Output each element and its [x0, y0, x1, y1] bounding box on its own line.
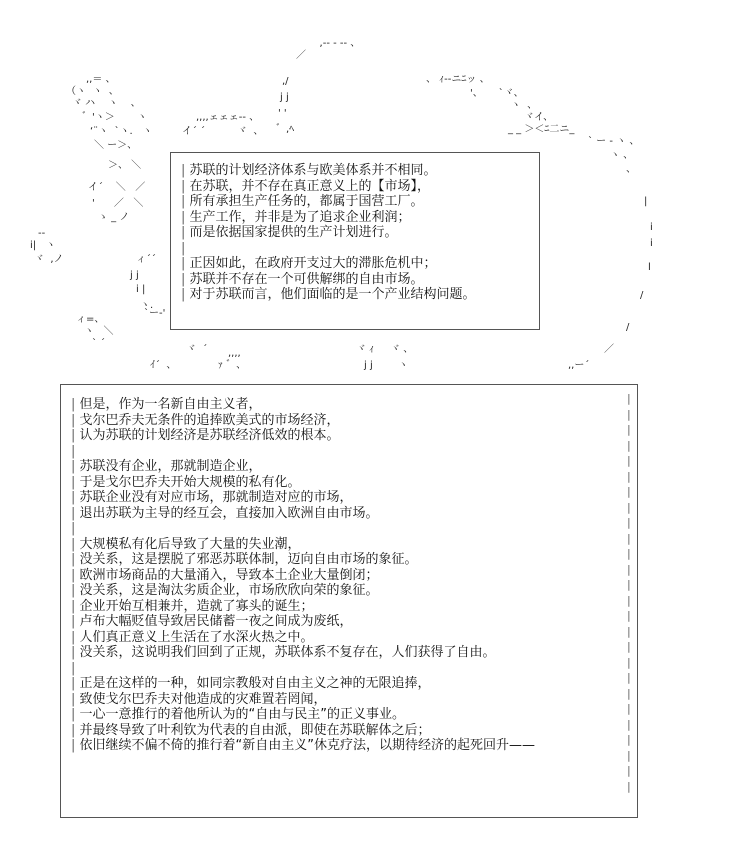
ascii-art-fragment: i | — [136, 284, 146, 295]
ascii-art-fragment: ` ー ‐ ヽ 、 — [588, 136, 640, 147]
ascii-art-fragment: （ヽ ヽ 、 — [66, 86, 119, 97]
ascii-art-fragment: ,,ー´ — [568, 360, 590, 371]
ascii-art-fragment: _ _ ＞＜ﾆ二ニ_ — [508, 124, 575, 135]
narration-line: | 企业开始互相兼并，造就了寡头的诞生； — [71, 599, 637, 615]
narration-line: | 人们真正意义上生活在了水深火热之中。 — [71, 630, 637, 646]
ascii-art-fragment: ,-‐ - -‐ 、 — [310, 38, 361, 49]
ascii-art-fragment: ゛'ヽ＞ ヽ — [82, 112, 147, 123]
narration-line: | 没关系，这是淘汰劣质企业，市场欣欣向荣的象征。 — [71, 583, 637, 599]
ascii-art-fragment: ヾ ｨ ヾ 、 — [356, 344, 414, 355]
ascii-art-fragment: '、 `ヾ、 — [470, 88, 524, 99]
narration-line-blank — [71, 444, 637, 460]
narration-line-blank — [71, 521, 637, 537]
ascii-art-fragment: ＼ ー＞、 — [94, 140, 138, 151]
ascii-art-fragment: ヾ ´ — [186, 344, 208, 355]
narration-line: | 所有承担生产任务的，都属于国营工厂。 — [181, 194, 539, 210]
narration-line: | 欧洲市场商品的大量涌入，导致本土企业大量倒闭； — [71, 568, 637, 584]
ascii-art-fragment: ィ=、 — [76, 314, 105, 325]
narration-panel-lower — [60, 384, 638, 818]
narration-line-blank — [71, 661, 637, 677]
narration-line: | 苏联没有企业，那就制造企业， — [71, 459, 637, 475]
ascii-art-fragment: i — [650, 238, 653, 249]
ascii-art-fragment: l — [648, 262, 651, 273]
narration-line: | 致使戈尔巴乔夫对他造成的灾难置若罔闻， — [71, 692, 637, 708]
ascii-art-fragment: ｧ ゛、 — [218, 360, 247, 371]
ascii-art-fragment: j j ヽ — [364, 360, 409, 371]
ascii-art-fragment: ィ´´ — [136, 254, 156, 265]
narration-line: | 但是，作为一名新自由主义者， — [71, 397, 637, 413]
ascii-art-fragment: ' ' — [278, 108, 287, 119]
ascii-art-fragment: ` ´ — [92, 338, 106, 349]
narration-line: | 退出苏联为主导的经互会，直接加入欧洲自由市场。 — [71, 506, 637, 522]
ascii-art-fragment: ヽ 、 — [498, 100, 538, 111]
narration-line: | 而是依据国家提供的生产计划进行。 — [181, 225, 539, 241]
narration-lines-upper — [181, 163, 539, 303]
narration-line: | 苏联企业没有对应市场，那就制造对应的市场， — [71, 490, 637, 506]
ascii-art-fragment: / — [640, 290, 644, 301]
narration-line: | 戈尔巴乔夫无条件的追捧欧美式的市场经济， — [71, 413, 637, 429]
ascii-art-fragment: i — [650, 222, 653, 233]
ascii-art-fragment: ヽ 、 — [610, 150, 634, 161]
narration-line: | 于是戈尔巴乔夫开始大规模的私有化。 — [71, 475, 637, 491]
narration-line-blank — [181, 241, 539, 257]
ascii-art-fragment: ,/ — [282, 76, 289, 87]
ascii-art-fragment: ／ — [296, 50, 306, 61]
ascii-art-fragment: ヾ ハ ヽ 、 — [72, 98, 141, 109]
ascii-art-fragment: ヽ. — [140, 300, 154, 311]
narration-line: | 苏联并不存在一个可供解绑的自由市场。 — [181, 272, 539, 288]
ascii-art-fragment: ｲ´ 、 — [150, 360, 177, 371]
narration-line: | 卢布大幅贬值导致居民储蓄一夜之间成为废纸， — [71, 614, 637, 630]
narration-line: | 正是在这样的一种，如同宗教般对自由主义之神的无限追捧， — [71, 676, 637, 692]
ascii-art-fragment: ヾ ,ノ — [34, 254, 64, 265]
panel-right-edge: | | | | | | | | | | | | | | | | | | | | | | | | | | — [627, 392, 631, 793]
narration-line: | 依旧继续不偏不倚的推行着“新自由主义”休克疗法，以期待经济的起死回升—— — [71, 738, 637, 754]
ascii-art-fragment: j j — [280, 92, 289, 103]
ascii-art-fragment: ゛,ﾍ — [276, 124, 295, 135]
ascii-art-fragment: ‐‐ — [38, 228, 46, 239]
narration-line: | 没关系，这是摆脱了邪恶苏联体制，迈向自由市场的象征。 — [71, 552, 637, 568]
narration-line: | 没关系，这说明我们回到了正规，苏联体系不复存在，人们获得了自由。 — [71, 645, 637, 661]
ascii-art-fragment: | — [644, 196, 648, 207]
ascii-art-fragment: ‘¨ヽ `ヽ. ヽ — [90, 126, 153, 137]
narration-line: | 在苏联，并不存在真正意义上的【市场】， — [181, 179, 539, 195]
ascii-art-fragment: ゝ _ ノ — [98, 212, 130, 223]
ascii-art-fragment: ＞、 ＼ — [108, 160, 142, 171]
narration-line: | 苏联的计划经济体系与欧美体系并不相同。 — [181, 163, 539, 179]
narration-panel-upper — [170, 152, 540, 330]
ascii-art-fragment: ／ — [604, 344, 614, 355]
narration-line: | 认为苏联的计划经济是苏联经济低效的根本。 — [71, 428, 637, 444]
ascii-art-fragment: 、 — [626, 164, 636, 175]
narration-line: | 生产工作，并非是为了追求企业利润； — [181, 210, 539, 226]
ascii-art-fragment: ' ／ ＼ — [92, 198, 144, 209]
narration-line: | 大规模私有化后导致了大量的失业潮， — [71, 537, 637, 553]
narration-lines-lower — [71, 397, 637, 754]
ascii-art-fragment: ,,＝ 、 — [86, 74, 116, 85]
ascii-art-fragment: i| ヽ — [30, 240, 56, 251]
ascii-art-fragment: ,,,,ェェェ‐- 、 — [196, 112, 260, 123]
ascii-art-fragment: 、 ｨ-‐ニﾆッ 、 — [426, 74, 490, 85]
ascii-art-fragment: ,,,, — [228, 348, 241, 359]
ascii-art-fragment: ヾイ、 — [524, 112, 554, 123]
ascii-art-fragment: イ´ ´ ヾ 、 — [182, 126, 264, 137]
narration-line: | 一心一意推行的着他所认为的“自由与民主”的正义事业。 — [71, 707, 637, 723]
narration-line: | 正因如此，在政府开支过大的滞胀危机中； — [181, 256, 539, 272]
ascii-art-fragment: ヽ ＼ — [84, 326, 114, 337]
ascii-art-fragment: / — [626, 322, 630, 333]
ascii-art-fragment: j j — [130, 270, 139, 281]
narration-line: | 并最终导致了叶利钦为代表的自由派，即使在苏联解体之后； — [71, 723, 637, 739]
narration-line: | 对于苏联而言，他们面临的是一个产业结构问题。 — [181, 287, 539, 303]
ascii-art-fragment: `ー-' — [144, 308, 166, 319]
ascii-art-fragment: イ´ ＼ ／ — [88, 182, 146, 193]
